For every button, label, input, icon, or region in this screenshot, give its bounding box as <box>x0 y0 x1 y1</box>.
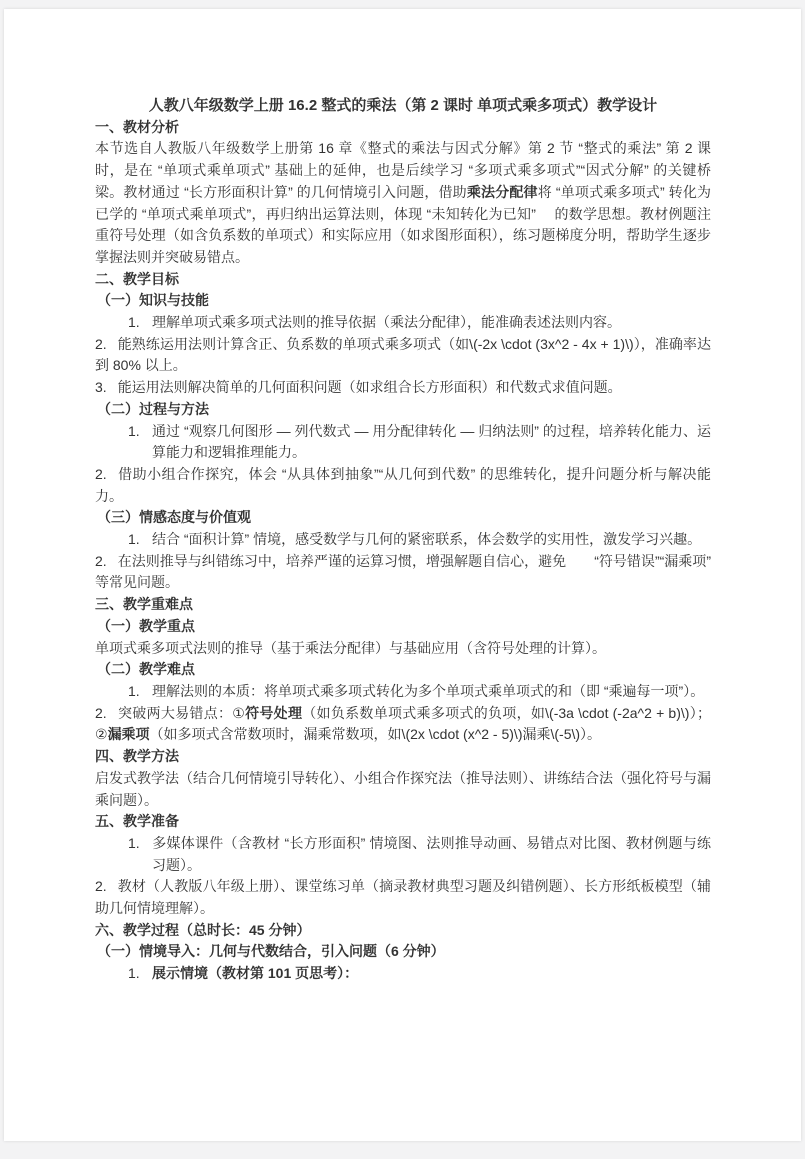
text-run: 理解单项式乘多项式法则的推导依据（乘法分配律），能准确表述法则内容。 <box>152 314 621 331</box>
list-item <box>95 312 711 334</box>
list-number: 1. <box>128 422 140 439</box>
list-item <box>95 681 711 703</box>
list-number: 1. <box>128 965 140 982</box>
list-item <box>95 334 711 377</box>
text-run-bold: 一、教材分析 <box>95 118 179 135</box>
doc-title <box>95 95 711 117</box>
text-run-bold: （三）情感态度与价值观 <box>97 509 251 526</box>
text-run-bold: 漏乘项 <box>107 726 150 743</box>
list-number: 1. <box>128 314 140 331</box>
text-run: 理解法则的本质：将单项式乘多项式转化为多个单项式乘单项式的和（即 “乘遍每一项”）。 <box>152 682 705 699</box>
text-run: 将 “单项式乘多项式” 转化为已学的 “单项式乘单项式”，再归纳出运算法则，体现 “未知转化为已知” 的数学思想。教材例题注重符号处理（如含负系数的单项式）和实际应用（如求图形面积），练习题梯度分明，帮助学生逐步掌握法则并突破易错点。 <box>95 183 712 265</box>
text-run: （如多项式含常数项时，漏乘常数项，如\(2x \cdot (x^2 - 5)\)漏乘\(-5\)）。 <box>149 726 602 743</box>
list-number: 1. <box>128 834 140 851</box>
list-item <box>95 703 711 746</box>
heading-teaching-process <box>95 920 711 942</box>
heading-material-analysis <box>95 117 711 139</box>
text-run: 突破两大易错点：① <box>117 704 246 721</box>
list-item <box>95 464 711 507</box>
text-run-bold: 乘法分配律 <box>466 183 538 200</box>
text-run: 通过 “观察几何图形 — 列代数式 — 用分配律转化 — 归纳法则” 的过程，培养转化能力、运算能力和逻辑推理能力。 <box>152 422 711 461</box>
list-number: 3. <box>95 379 107 396</box>
text-run-bold: 二、教学目标 <box>95 270 179 287</box>
page <box>4 9 801 1141</box>
heading-difficult-point <box>95 659 711 681</box>
heading-emotion-values <box>95 507 711 529</box>
list-number: 2. <box>95 465 107 482</box>
text-run-bold: 四、教学方法 <box>95 748 179 765</box>
list-number: 1. <box>128 682 140 699</box>
heading-key-point <box>95 616 711 638</box>
list-item <box>95 833 711 876</box>
document-body <box>95 95 711 985</box>
paragraph-key-point <box>95 638 711 660</box>
text-run: 能熟练运用法则计算含正、负系数的单项式乘多项式（如\(-2x \cdot (3x^2 - 4x + 1)\)），准确率达到 80% 以上。 <box>95 335 711 374</box>
list-number: 2. <box>95 552 107 569</box>
heading-knowledge-skills <box>95 290 711 312</box>
list-item <box>95 963 711 985</box>
heading-process-methods <box>95 399 711 421</box>
paragraph-material-analysis <box>95 138 711 268</box>
list-item <box>95 551 711 594</box>
text-run-bold: 六、教学过程（总时长：45 分钟） <box>95 921 311 938</box>
text-run-bold: 三、教学重难点 <box>95 596 193 613</box>
text-run: 教材（人教版八年级上册）、课堂练习单（摘录教材典型习题及纠错例题）、长方形纸板模型（辅助几何情境理解）。 <box>95 878 711 917</box>
document-viewer <box>0 9 805 1159</box>
text-run-bold: 五、教学准备 <box>95 813 179 830</box>
heading-key-difficult-points <box>95 594 711 616</box>
text-run-bold: 符号处理 <box>245 704 303 721</box>
list-item <box>95 421 711 464</box>
text-run: （如负系数单项式乘多项式的负项，如\(-3a \cdot (-2a^2 + b)\)）；② <box>95 704 711 743</box>
text-run-bold: 人教八年级数学上册 16.2 整式的乘法（第 2 课时 单项式乘多项式）教学设计 <box>148 97 658 114</box>
text-run-bold: （二）教学难点 <box>97 661 195 678</box>
text-run-bold: 展示情境（教材第 101 页思考）： <box>152 965 359 982</box>
heading-teaching-goals <box>95 269 711 291</box>
list-number: 2. <box>95 335 107 352</box>
text-run-bold: （一）情境导入：几何与代数结合，引入问题（6 分钟） <box>97 943 445 960</box>
text-run: 多媒体课件（含教材 “长方形面积” 情境图、法则推导动画、易错点对比图、教材例题与练习题）。 <box>152 834 711 873</box>
text-run-bold: （一）知识与技能 <box>97 292 209 309</box>
text-run-bold: （一）教学重点 <box>97 617 195 634</box>
list-item <box>95 876 711 919</box>
text-run-bold: （二）过程与方法 <box>97 400 209 417</box>
text-run: 单项式乘多项式法则的推导（基于乘法分配律）与基础应用（含符号处理的计算）。 <box>95 639 606 656</box>
paragraph-teaching-methods <box>95 768 711 811</box>
text-run: 借助小组合作探究，体会 “从具体到抽象”“从几何到代数” 的思维转化，提升问题分析与解决能力。 <box>95 465 711 504</box>
text-run: 结合 “面积计算” 情境，感受数学与几何的紧密联系，体会数学的实用性，激发学习兴趣。 <box>152 531 702 548</box>
text-run: 在法则推导与纠错练习中，培养严谨的运算习惯，增强解题自信心，避免 “符号错误”“漏乘项” 等常见问题。 <box>95 552 711 591</box>
list-number: 2. <box>95 878 107 895</box>
list-number: 2. <box>95 704 107 721</box>
text-run: 启发式教学法（结合几何情境引导转化）、小组合作探究法（推导法则）、讲练结合法（强化符号与漏乘问题）。 <box>95 769 711 808</box>
list-item <box>95 529 711 551</box>
list-item <box>95 377 711 399</box>
heading-scenario-intro <box>95 941 711 963</box>
text-run: 本节选自人教版八年级数学上册第 16 章《整式的乘法与因式分解》第 2 节 “整式的乘法” 第 2 课时，是在 “单项式乘单项式” 基础上的延伸，也是后续学习 “多项式乘多项式”“因式分解” 的关键桥梁。教材通过 “长方形面积计算” 的几何情境引入问题，借助 <box>95 140 711 200</box>
heading-teaching-methods <box>95 746 711 768</box>
heading-teaching-preparation <box>95 811 711 833</box>
text-run: 能运用法则解决简单的几何面积问题（如求组合长方形面积）和代数式求值问题。 <box>117 379 622 396</box>
list-number: 1. <box>128 531 140 548</box>
